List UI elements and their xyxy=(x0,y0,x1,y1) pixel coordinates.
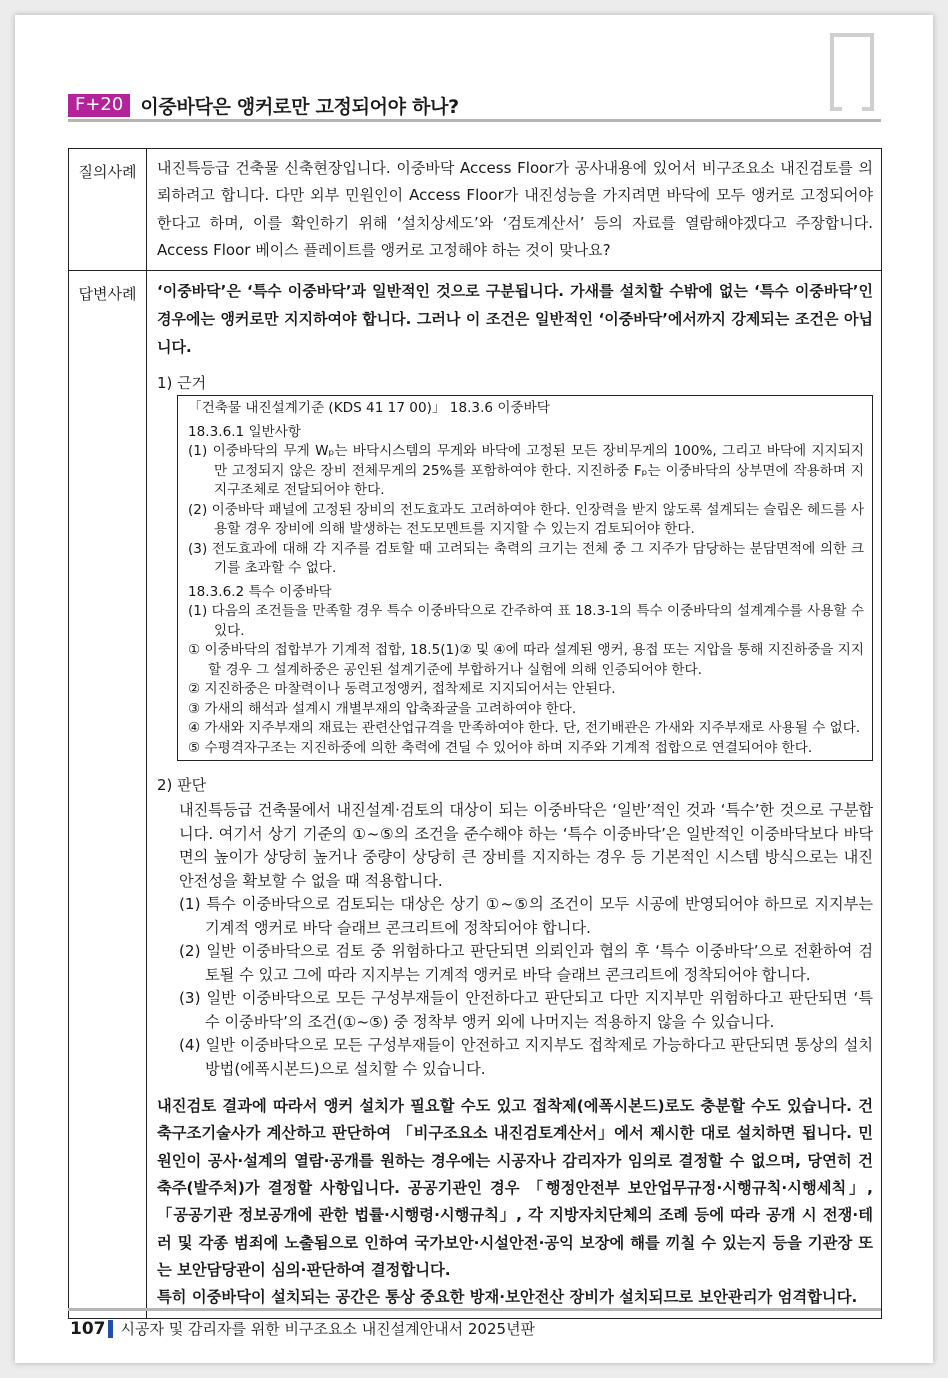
judge-item: (3) 일반 이중바닥으로 모든 구성부재들이 안전하다고 판단되고 다만 지지부만 위험하다고 판단되면 ‘특수 이중바닥’의 조건(①~⑤) 중 정착부 앵커 외에 나머지는 적용하지 않을 수 있습니다. xyxy=(179,989,873,1031)
qa-table xyxy=(68,148,882,1319)
section-header xyxy=(68,92,459,119)
conclusion-last: 특히 이중바닥이 설치되는 공간은 통상 중요한 방재·보안전산 장비가 설치되므로 보안관리가 엄격합니다. xyxy=(157,1288,858,1307)
reference-condition: ② 지진하중은 마찰력이나 동력고정앵커, 접착제로 지지되어서는 안된다. xyxy=(188,681,616,698)
reference-box xyxy=(177,395,873,761)
answer-intro: ‘이중바닥’은 ‘특수 이중바닥’과 일반적인 것으로 구분됩니다. 가새를 설치할 수밖에 없는 ‘특수 이중바닥’인 경우에는 앵커로만 지지하여야 합니다. 그러나 이 조건은 일반적인 ‘이중바닥’에서까지 강제되는 조건은 아닙니다. xyxy=(157,282,873,357)
judge-item: (4) 일반 이중바닥으로 모든 구성부재들이 안전하고 지지부도 접착제로 가능하다고 판단되면 통상의 설치방법(에폭시본드)으로 설치할 수 있습니다. xyxy=(179,1036,873,1078)
reference-title: 「건축물 내진설계기준 (KDS 41 17 00)」 18.3.6 이중바닥 xyxy=(188,400,550,417)
reference-s2-title: 18.3.6.2 특수 이중바닥 xyxy=(188,583,332,600)
page-number: 107 xyxy=(70,1318,106,1339)
judge-heading: 2) 판단 xyxy=(157,776,207,795)
reference-s1-item: (2) 이중바닥 패널에 고정된 장비의 전도효과도 고려하여야 한다. 인장력을 받지 않도록 설계되는 슬립온 헤드를 사용할 경우 장비에 의해 발생하는 전도모멘트를 지지할 수 있는지 검토되어야 한다. xyxy=(188,501,864,538)
reference-condition: ③ 가새의 해석과 설계시 개별부재의 압축좌굴을 고려하여야 한다. xyxy=(188,700,577,717)
question-text: 내진특등급 건축물 신축현장입니다. 이중바닥 Access Floor가 공사내용에 있어서 비구조요소 내진검토를 의뢰하려고 합니다. 다만 외부 민원인이 Access Floor가 내진성능을 가지려면 바닥에 모두 앵커로 고정되어야 한다고 하며, 이를 확인하기 위해 ‘설치상세도’와 ‘검토계산서’ 등의 자료를 열람해야겠다고 주장합니다. Access Floor 베이스 플레이트를 앵커로 고정해야 하는 것이 맞나요? xyxy=(147,149,882,271)
question-row xyxy=(69,149,882,271)
judge-item: (1) 특수 이중바닥으로 검토되는 대상은 상기 ①~⑤의 조건이 모두 시공에 반영되어야 하므로 지지부는 기계적 앵커로 바닥 슬래브 콘크리트에 정착되어야 합니다. xyxy=(179,895,873,937)
corner-bracket-foot-left xyxy=(830,107,842,111)
corner-bracket-decoration xyxy=(830,33,874,111)
judge-text: 내진특등급 건축물에서 내진설계·검토의 대상이 되는 이중바닥은 ‘일반’적인 것과 ‘특수’한 것으로 구분합니다. 여기서 상기 기준의 ①~⑤의 조건을 준수해야 하는 ‘특수 이중바닥’은 일반적인 이중바닥보다 바닥면의 높이가 상당히 높거나 중량이 상당히 큰 장비를 지지하는 경우 등 기본적인 시스템 방식으로는 내진 안전성을 확보할 수 없을 때 적용합니다. xyxy=(179,801,873,890)
conclusion-text: 내진검토 결과에 따라서 앵커 설치가 필요할 수도 있고 접착제(에폭시본드)로도 충분할 수도 있습니다. 건축구조기술사가 계산하고 판단하여 「비구조요소 내진검토계산서」에서 제시한 대로 설치하면 됩니다. 민원인이 공사·설계의 열람·공개를 원하는 경우에는 시공자나 감리자가 임의로 결정할 수 없으며, 당연히 건축주(발주처)가 결정할 사항입니다. 공공기관인 경우 「행정안전부 보안업무규정·시행규칙·시행세칙」, 「공공기관 정보공개에 관한 법률·시행령·시행규칙」, 각 지방자치단체의 조례 등에 따라 공개 시 전쟁·테러 및 각종 범죄에 노출됨으로 인하여 국가보안·시설안전·공익 보장에 해를 끼칠 수 있는지 등을 기관장 또는 보안담당관이 심의·판단하여 결정합니다. xyxy=(157,1097,873,1279)
reference-condition: ⑤ 수평격자구조는 지진하중에 의한 축력에 견딜 수 있어야 하며 지주와 기계적 접합으로 연결되어야 한다. xyxy=(188,739,813,756)
question-label: 질의사례 xyxy=(69,149,147,271)
page-footer xyxy=(70,1318,535,1339)
answer-cell xyxy=(147,271,882,1318)
page-number-bar xyxy=(108,1320,113,1338)
answer-label: 답변사례 xyxy=(69,271,147,1318)
page-title: 이중바닥은 앵커로만 고정되어야 하나? xyxy=(140,96,459,118)
reference-s2-item: (1) 다음의 조건들을 만족할 경우 특수 이중바닥으로 간주하여 표 18.3-1의 특수 이중바닥의 설계계수를 사용할 수 있다. xyxy=(188,603,864,639)
reference-condition: ④ 가새와 지주부재의 재료는 관련산업규격을 만족하여야 한다. 단, 전기배관은 가새와 지주부재로 사용될 수 없다. xyxy=(188,720,861,737)
section-badge: F+20 xyxy=(68,94,130,117)
footer-rule xyxy=(68,1308,881,1311)
answer-row xyxy=(69,271,882,1318)
reference-s1-title: 18.3.6.1 일반사항 xyxy=(188,423,302,440)
conclusion xyxy=(157,1093,873,1311)
reference-s1-item: (3) 전도효과에 대해 각 지주를 검토할 때 고려되는 축력의 크기는 전체 중 그 지주가 담당하는 분담면적에 의한 크기를 초과할 수 없다. xyxy=(188,540,864,577)
reference-s1-item: (1) 이중바닥의 무게 Wₚ는 바닥시스템의 무게와 바닥에 고정된 모든 장비무게의 100%, 그리고 바닥에 지지되지만 고정되지 않은 장비 전체무게의 25%를 포함하여야 한다. 지진하중 Fₚ는 이중바닥의 상부면에 작용하며 지지구조체로 전달되어야 한다. xyxy=(188,443,864,499)
reference-condition: ① 이중바닥의 접합부가 기계적 접합, 18.5(1)② 및 ④에 따라 설계된 앵커, 용접 또는 지압을 통해 지진하중을 지지할 경우 그 설계하중은 공인된 설계기준에 부합하거나 실험에 의해 인증되어야 한다. xyxy=(188,642,864,678)
footer-text: 시공자 및 감리자를 위한 비구조요소 내진설계안내서 2025년판 xyxy=(120,1320,536,1338)
header-rule xyxy=(68,119,881,122)
judge-item: (2) 일반 이중바닥으로 검토 중 위험하다고 판단되면 의뢰인과 협의 후 ‘특수 이중바닥’으로 전환하여 검토될 수 있고 그에 따라 지지부는 기계적 앵커로 바닥 슬래브 콘크리트에 정착되어야 합니다. xyxy=(179,942,873,984)
corner-bracket-foot-right xyxy=(862,107,874,111)
basis-heading: 1) 근거 xyxy=(157,374,207,393)
judge-items xyxy=(157,893,873,1081)
